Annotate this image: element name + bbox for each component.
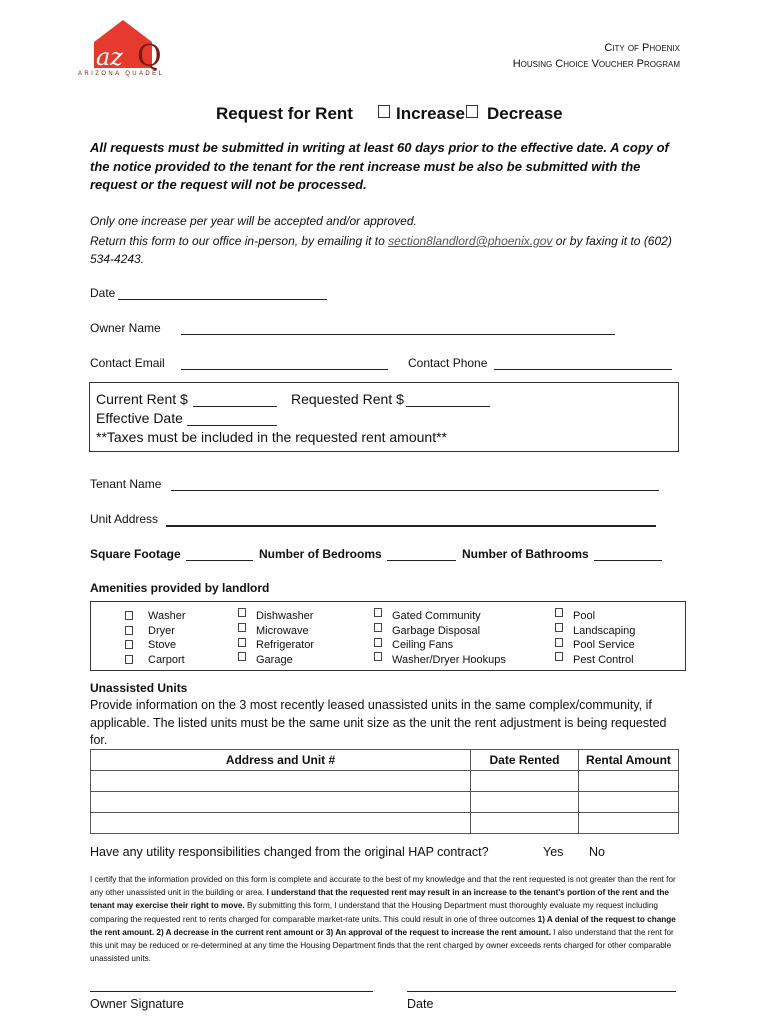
decrease-label: Decrease: [487, 104, 563, 123]
date-rented-column-header: Date Rented: [471, 750, 579, 771]
owner-signature-field[interactable]: [90, 991, 373, 992]
effective-date-field[interactable]: [187, 425, 277, 426]
dishwasher-label: Dishwasher: [256, 610, 314, 622]
cert-part-1: I certify that the information provided on this form is complete and accurate to the best of my knowledge and that the rent requested is not greater than the rent for any other unassisted unit in the building or area.: [90, 875, 676, 898]
svg-text:Q: Q: [137, 39, 162, 74]
owner-name-field[interactable]: [181, 334, 615, 335]
dryer-checkbox[interactable]: [125, 626, 133, 635]
contact-email-label: Contact Email: [90, 356, 165, 370]
unassisted-heading: Unassisted Units: [90, 681, 188, 695]
garage-label: Garage: [256, 653, 293, 666]
pest-control-checkbox[interactable]: [555, 652, 563, 661]
pool-label: Pool: [573, 610, 596, 622]
program-name: Housing Choice Voucher Program: [512, 58, 680, 70]
utility-yes-option[interactable]: Yes: [543, 845, 564, 859]
square-footage-field[interactable]: [186, 560, 253, 561]
increase-label: Increase: [396, 104, 465, 123]
arizona-quadel-logo: [74, 18, 184, 80]
date-field[interactable]: [118, 299, 327, 300]
cert-bold-2: 1) A denial of the request to change the rent amount. 2) A decrease in the current rent amount or 3) An approval of the request to increase the rent amount.: [90, 914, 676, 937]
date-label: Date: [90, 286, 116, 300]
bathrooms-label: Number of Bathrooms: [462, 547, 589, 561]
table-row: [91, 813, 679, 834]
tenant-name-field[interactable]: [171, 490, 659, 491]
form-title: Request for Rent: [216, 104, 353, 123]
rental-amount-cell[interactable]: [579, 771, 679, 792]
owner-signature-label: Owner Signature: [90, 997, 184, 1011]
increase-checkbox[interactable]: [378, 105, 390, 118]
contact-phone-field[interactable]: [494, 369, 672, 370]
pest-control-label: Pest Control: [573, 653, 634, 666]
unassisted-description: Provide information on the 3 most recently leased unassisted units in the same complex/community, if applicable. The listed units must be the same unit size as the unit the rent adjustment is being requested for.: [90, 698, 667, 747]
microwave-label: Microwave: [256, 624, 309, 637]
owner-name-label: Owner Name: [90, 321, 161, 335]
rent-box: [89, 382, 679, 452]
carport-label: Carport: [148, 653, 185, 666]
unit-address-label: Unit Address: [90, 512, 159, 526]
address-cell[interactable]: [91, 792, 471, 813]
taxes-note: **Taxes must be included in the requested rent amount**: [96, 429, 447, 445]
garage-checkbox[interactable]: [238, 652, 246, 661]
cert-bold-1: I understand that the requested rent may result in an increase to the tenant's portion of the rent and the tenant may exercise their right to move.: [90, 888, 669, 911]
certification-text: [90, 873, 680, 965]
washer-label: Washer: [148, 610, 186, 622]
pool-service-label: Pool Service: [573, 639, 635, 652]
microwave-checkbox[interactable]: [238, 623, 246, 632]
unassisted-units-table: [90, 749, 679, 834]
current-rent-label: Current Rent $: [96, 391, 188, 407]
table-row: [91, 792, 679, 813]
pool-service-checkbox[interactable]: [555, 638, 563, 647]
gated-community-checkbox[interactable]: [374, 608, 382, 617]
garbage-disposal-label: Garbage Disposal: [392, 624, 481, 637]
requested-rent-label: Requested Rent $: [291, 391, 404, 407]
date-rented-cell[interactable]: [471, 792, 579, 813]
rental-amount-cell[interactable]: [579, 792, 679, 813]
dryer-label: Dryer: [148, 624, 175, 637]
bedrooms-label: Number of Bedrooms: [259, 547, 382, 561]
rental-amount-cell[interactable]: [579, 813, 679, 834]
washer-checkbox[interactable]: [125, 611, 133, 620]
ceiling-fans-checkbox[interactable]: [374, 638, 382, 647]
table-header-row: [91, 750, 679, 771]
rental-amount-column-header: Rental Amount: [579, 750, 679, 771]
amenity-list: [148, 609, 186, 667]
current-rent-field[interactable]: [193, 406, 277, 407]
address-column-header: Address and Unit #: [91, 750, 471, 771]
contact-email-field[interactable]: [181, 369, 388, 370]
square-footage-label: Square Footage: [90, 547, 181, 561]
return-suffix: or by faxing it to (602) 534-4243.: [90, 234, 672, 266]
gated-community-label: Gated Community: [392, 610, 481, 622]
signature-date-field[interactable]: [407, 991, 676, 992]
date-rented-cell[interactable]: [471, 813, 579, 834]
logo-subtitle: ARIZONA QUADEL: [78, 71, 165, 77]
effective-date-label: Effective Date: [96, 410, 183, 426]
amenity-list: [573, 609, 635, 667]
washer-dryer-hookups-checkbox[interactable]: [374, 652, 382, 661]
city-name: City of Phoenix: [604, 42, 680, 54]
landscaping-checkbox[interactable]: [555, 623, 563, 632]
bedrooms-field[interactable]: [387, 560, 456, 561]
table-row: [91, 771, 679, 792]
cert-part-3: I also understand that the rent for this unit may be reduced or re-determined at any time the Housing Department finds that the rent charged by owner exceeds rents charged for other comparable unassisted units.: [90, 927, 674, 964]
washer-dryer-hookups-label: Washer/Dryer Hookups: [392, 653, 506, 666]
return-instructions: [90, 233, 682, 268]
dishwasher-checkbox[interactable]: [238, 608, 246, 617]
amenities-heading: Amenities provided by landlord: [90, 581, 270, 595]
one-increase-note: Only one increase per year will be accepted and/or approved.: [90, 214, 417, 228]
garbage-disposal-checkbox[interactable]: [374, 623, 382, 632]
date-rented-cell[interactable]: [471, 771, 579, 792]
refrigerator-checkbox[interactable]: [238, 638, 246, 647]
signature-date-label: Date: [407, 997, 434, 1011]
amenity-list: [392, 609, 506, 667]
unit-address-field[interactable]: [166, 525, 656, 527]
utility-no-option[interactable]: No: [589, 845, 605, 859]
ceiling-fans-label: Ceiling Fans: [392, 639, 454, 652]
cert-part-2: By submitting this form, I understand that the Housing Department must thoroughly evaluate my request including comparing the requested rent to rents charged for comparable market-rate units. This could result in one of three outcomes: [90, 901, 658, 924]
amenity-list: [256, 609, 314, 667]
stove-label: Stove: [148, 639, 177, 652]
decrease-checkbox[interactable]: [466, 105, 478, 118]
address-cell[interactable]: [91, 813, 471, 834]
landscaping-label: Landscaping: [573, 624, 636, 637]
contact-phone-label: Contact Phone: [408, 356, 488, 370]
tenant-name-label: Tenant Name: [90, 477, 162, 491]
carport-checkbox[interactable]: [125, 655, 133, 664]
bathrooms-field[interactable]: [594, 560, 662, 561]
address-cell[interactable]: [91, 771, 471, 792]
return-prefix: Return this form to our office in-person, by emailing it to: [90, 234, 389, 248]
utility-question: Have any utility responsibilities changed from the original HAP contract?: [90, 845, 489, 859]
submission-notice: All requests must be submitted in writing at least 60 days prior to the effective date. A copy of the notice provided to the tenant for the rent increase must be also be submitted with the request or the request will not be processed.: [90, 140, 669, 192]
stove-checkbox[interactable]: [125, 640, 133, 649]
pool-checkbox[interactable]: [555, 608, 563, 617]
refrigerator-label: Refrigerator: [256, 639, 315, 652]
svg-text:az: az: [96, 43, 123, 71]
requested-rent-field[interactable]: [406, 406, 490, 407]
email-link[interactable]: section8landlord@phoenix.gov: [388, 234, 553, 248]
